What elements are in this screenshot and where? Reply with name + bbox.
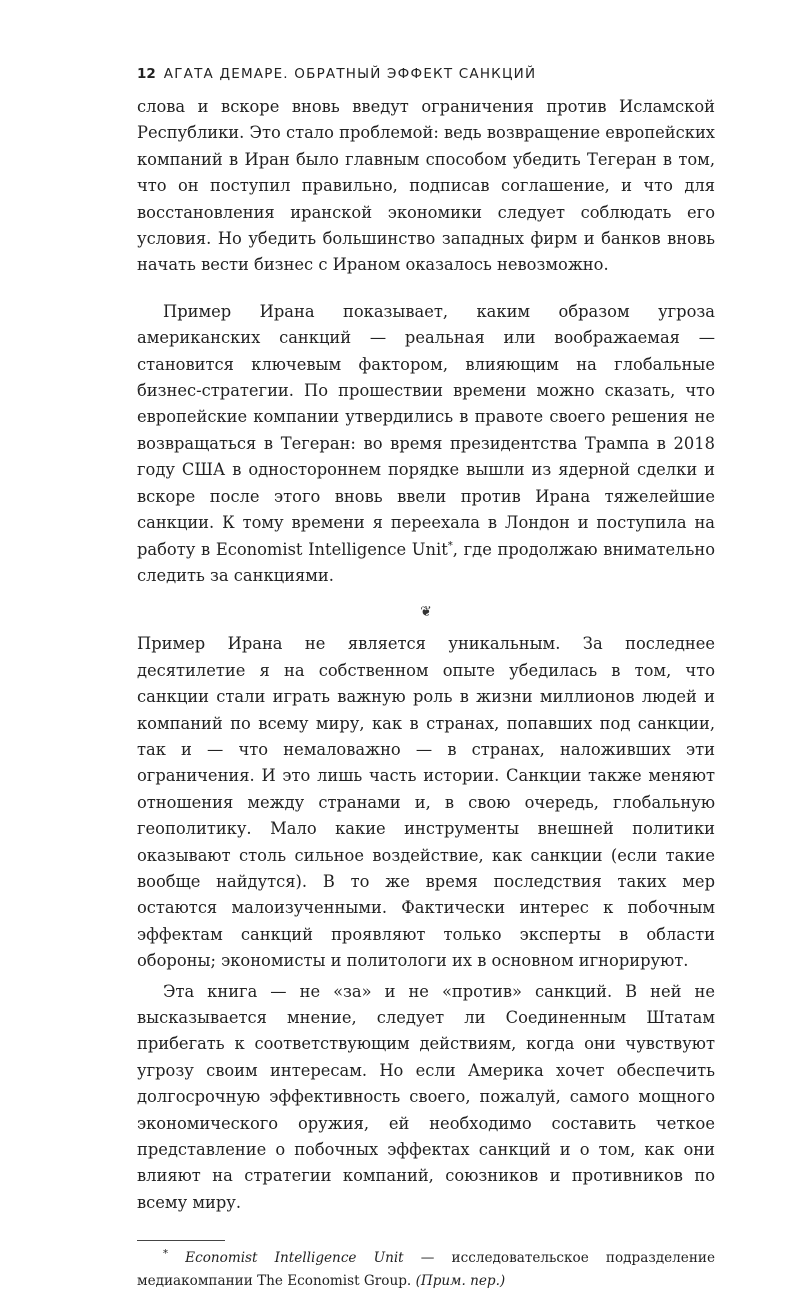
page-number: 12: [137, 66, 156, 82]
running-title: АГАТА ДЕМАРЕ. ОБРАТНЫЙ ЭФФЕКТ САНКЦИЙ: [163, 66, 537, 82]
paragraph-2-text: Пример Ирана показывает, каким образом угроза американских санкций — реальная или воображаемая — становится ключевым фактором, влияющим на глобальные бизнес-стратегии. По прошествии времени можно сказать, что европейские компании утвердились в правоте своего решения не возвращаться в Тегеран: во время президентства Трампа в 2018 году США в одностороннем порядке вышли из ядерной сделки и вскоре после этого вновь ввели против Ирана тяжелейшие санкции. К тому времени я переехала в Лондон и поступила на работу в Economist Intelligence Unit: [137, 301, 715, 559]
paragraph-2: Пример Ирана показывает, каким образом угроза американских санкций — реальная или воображаемая — становится ключевым фактором, влияющим на глобальные бизнес-стратегии. По прошествии времени можно сказать, что европейские компании утвердились в правоте своего решения не возвращаться в Тегеран: во время президентства Трампа в 2018 году США в одностороннем порядке вышли из ядерной сделки и вскоре после этого вновь ввели против Ирана тяжелейшие санкции. К тому времени я переехала в Лондон и поступила на работу в Economist Intelligence Unit*, где продолжаю внимательно следить за санкциями.: [137, 301, 716, 585]
footnote-reference: *: [447, 540, 453, 552]
paragraph-3: Пример Ирана не является уникальным. За последнее десятилетие я на собственном опыте убедилась в том, что санкции стали играть важную роль в жизни миллионов людей и компаний по всему миру, как в странах, попавших под санкции, так и — что немаловажно — в странах, наложивших эти ограничения. И это лишь часть истории. Санкции также меняют отношения между странами и, в свою очередь, глобальную геополитику. Мало какие инструменты внешней политики оказывают столь сильное воздействие, как санкции (если такие вообще найдутся). В то же время последствия таких мер остаются малоизученными. Фактически интерес к побочным эффектам санкций проявляют только эксперты в области обороны; экономисты и политологи их в основном игнорируют.: [137, 634, 715, 971]
footnote-translator-note: (Прим. пер.): [415, 1272, 506, 1289]
book-page: [137, 66, 715, 1292]
paragraph-1: слова и вскоре вновь введут ограничения против Исламской Республики. Это стало проблемой: ведь возвращение европейских компаний в Иран было главным способом убедить Тегеран в том, что он поступил правильно, подписав соглашение, и что для восстановления иранской экономики следует соблюдать его условия. Но убедить большинство западных фирм и банков вновь начать вести бизнес с Ираном оказалось невозможно.: [137, 97, 715, 275]
footnote-term: Economist Intelligence Unit: [185, 1250, 404, 1267]
footnote-marker: *: [163, 1248, 168, 1260]
footnote-text: — исследовательское подразделение медиакомпании The Economist Group.: [137, 1250, 716, 1289]
paragraph-4: Эта книга — не «за» и не «против» санкций. В ней не высказывается мнение, следует ли Соединенным Штатам прибегать к соответствующим действиям, когда они чувствуют угрозу своим интересам. Но если Америка хочет обеспечить долгосрочную эффективность своего, пожалуй, самого мощного экономического оружия, ей необходимо составить четкое представление о побочных эффектах санкций и о том, как они влияют на стратегии компаний, союзников и противников по всему миру.: [137, 981, 715, 1212]
footnote-divider: [137, 1240, 225, 1241]
paragraph-2-end: где продолжаю внимательно следить за санкциями.: [137, 539, 716, 585]
footnote: [137, 1247, 715, 1292]
running-header: [137, 66, 715, 82]
section-ornament-icon: ❦: [420, 604, 432, 621]
